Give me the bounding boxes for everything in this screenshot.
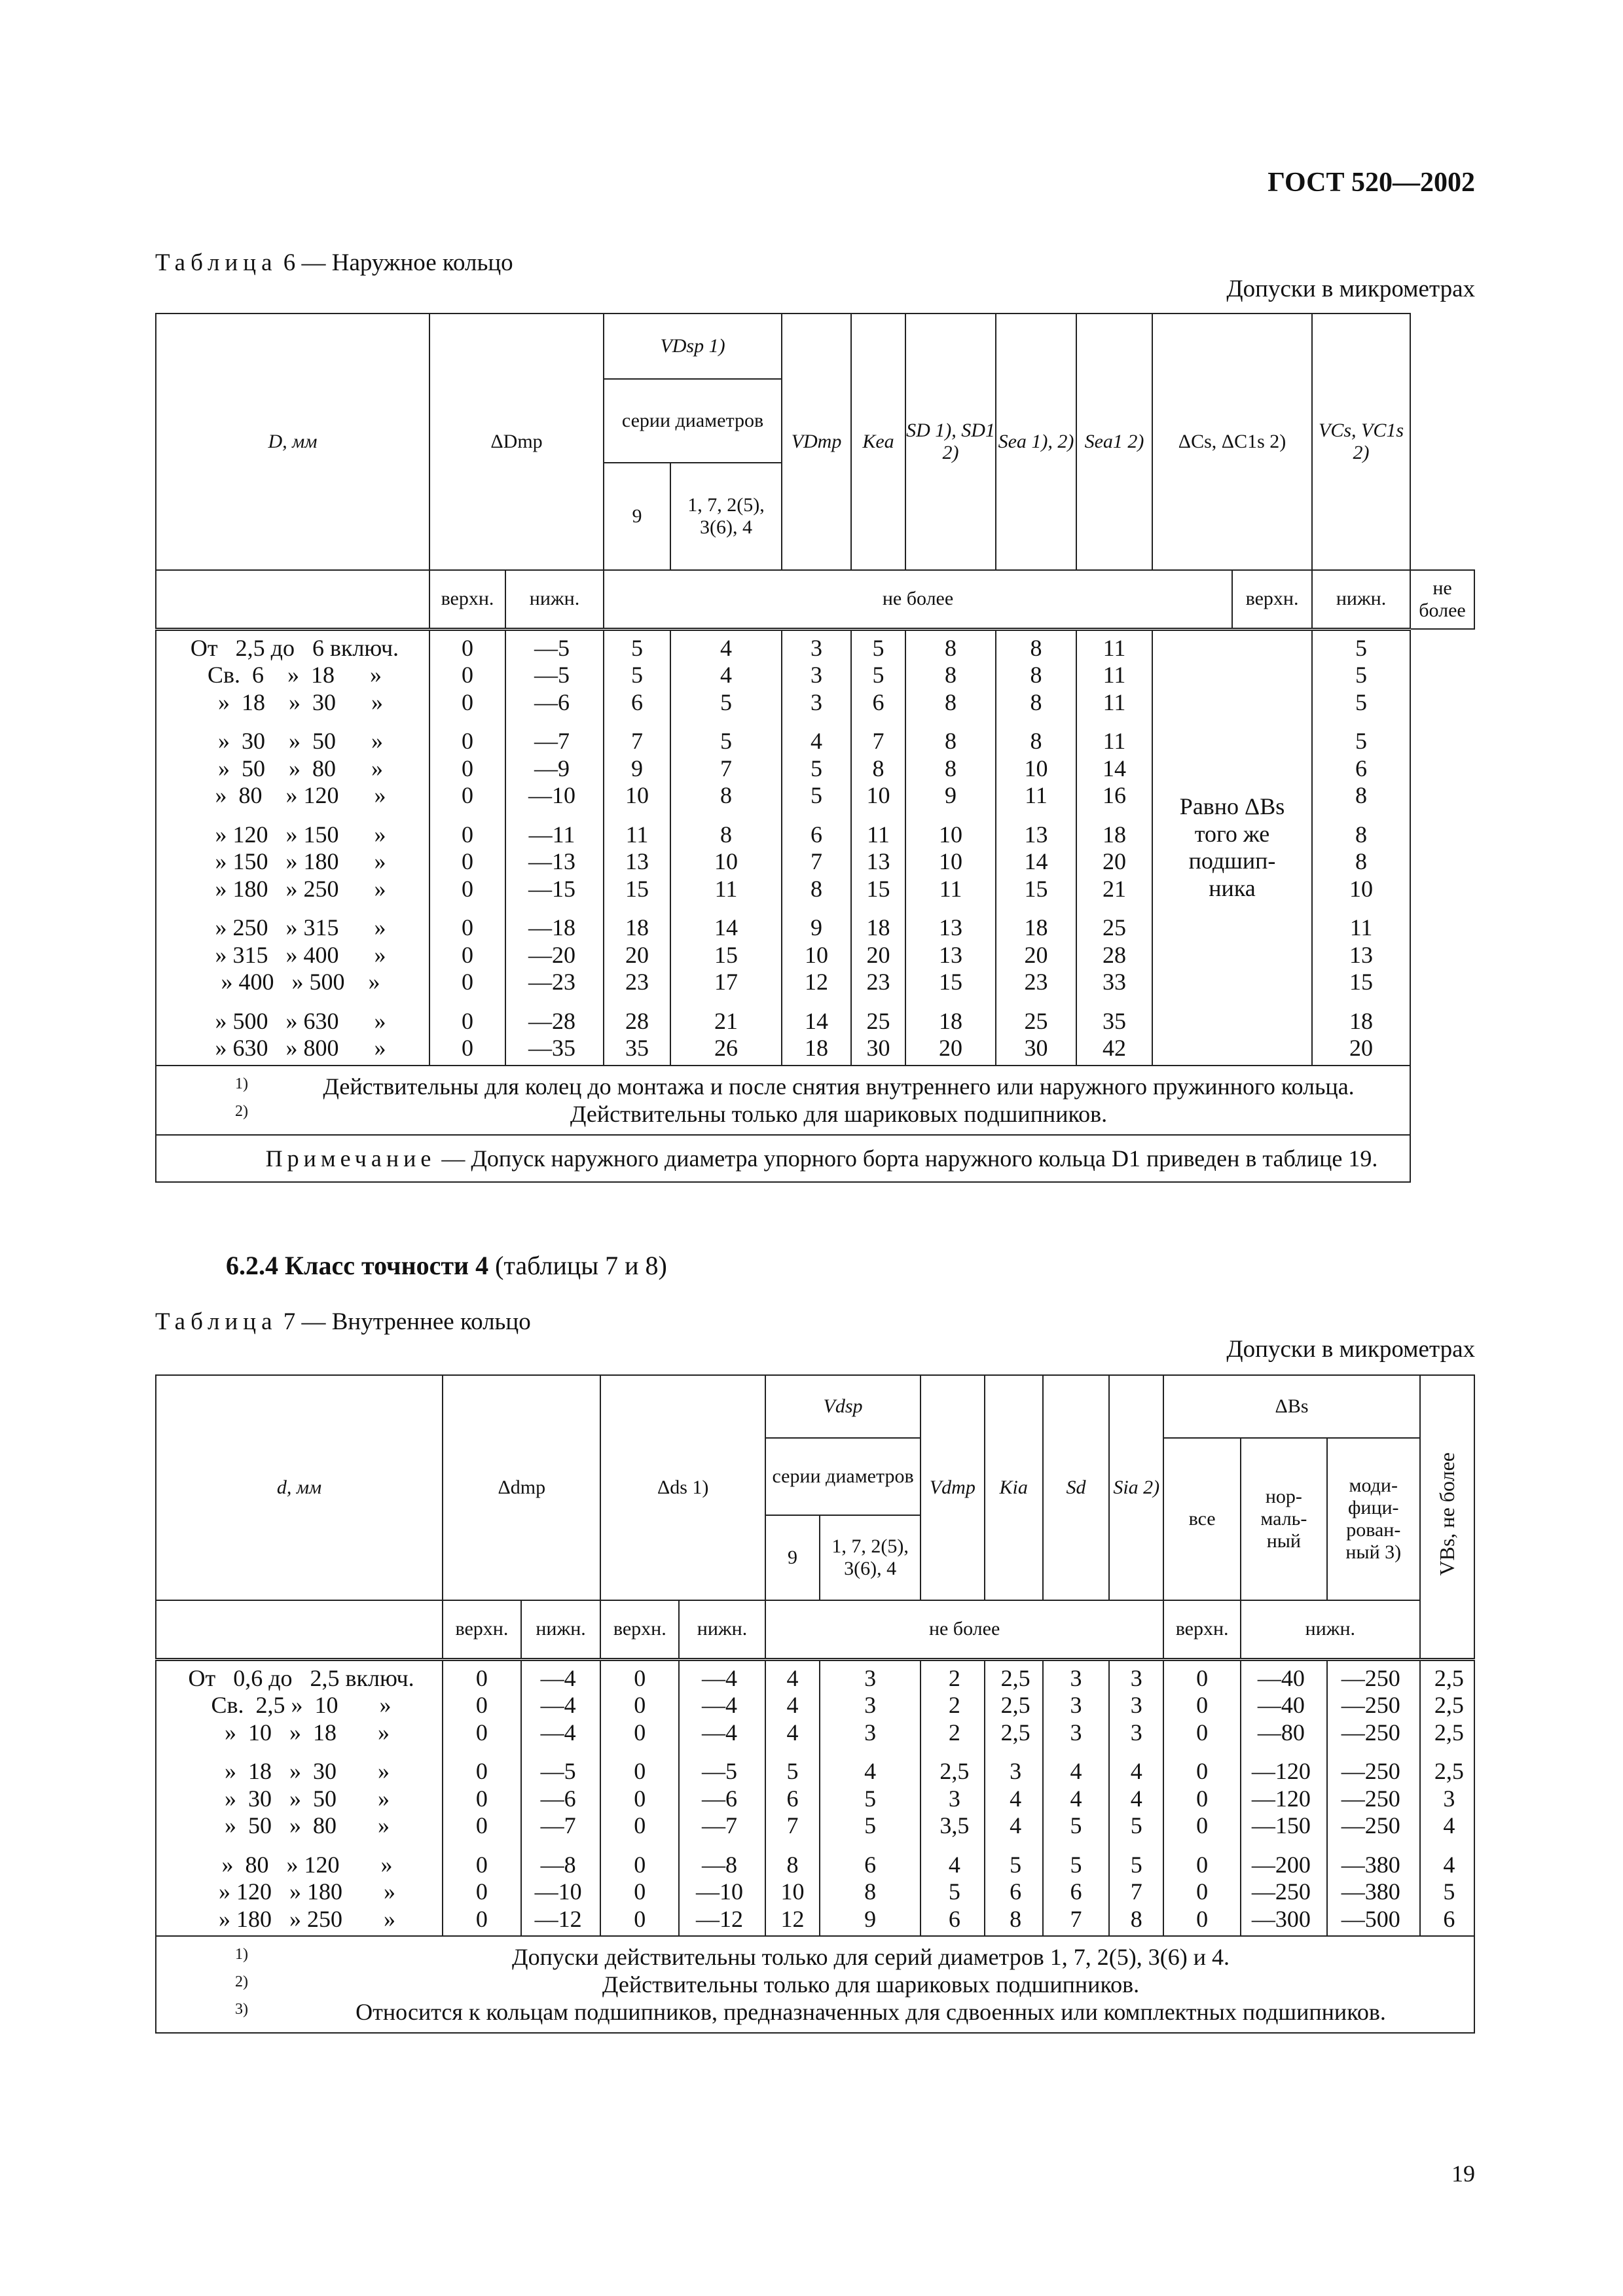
col-lower-header: нижн. xyxy=(521,1600,601,1659)
delta-cs-cell: Равно ΔBs того же подшип- ника xyxy=(1152,629,1312,1066)
footnote-2: 2) Действительны только для шариковых подшипников. xyxy=(235,1971,1140,1998)
col-series-other-header: 1, 7, 2(5), 3(6), 4 xyxy=(670,463,782,570)
col-d-header: D, мм xyxy=(156,314,429,570)
col-sea-header: Sea 1), 2) xyxy=(996,314,1076,570)
col-vdsp-header: VDsp 1) xyxy=(604,314,782,379)
col-all-header: все xyxy=(1163,1438,1241,1600)
sea-cell: 8 8 8 8 10 11 13 14 15 18 20 23 25 30 xyxy=(996,629,1076,1066)
sea1-cell: 11 11 11 11 14 16 18 20 21 25 28 33 35 42 xyxy=(1076,629,1152,1066)
table-7-data-row xyxy=(156,1659,1474,1936)
col-d-sub xyxy=(156,1600,443,1659)
col-not-more2-header: не более xyxy=(1410,570,1474,629)
normal-cell: —40 —40 —80 —120 —120 —150 —200 —250 —300 xyxy=(1241,1659,1327,1936)
col-upper-header: верхн. xyxy=(429,570,505,629)
col-vbs-header: VBs, не более xyxy=(1420,1375,1474,1659)
series-9-cell: 4 4 4 5 6 7 8 10 12 xyxy=(765,1659,820,1936)
series-other-cell: 3 3 3 4 5 5 6 8 9 xyxy=(820,1659,921,1936)
d-range-cell: От 2,5 до 6 включ. Св. 6 » 18 » » 18 » 30 » » 30 » 50 » » 50 » 80 » » 80 » 120 » » 120 » 150 » » 150 » 180 » » 180 » 250 » » 250 » 315 » » 315 » 400 » » 400 » 500 » » 500 » 630 » » 630 » 800 » xyxy=(156,629,429,1066)
vdmp-cell: 2 2 2 2,5 3 3,5 4 5 6 xyxy=(921,1659,984,1936)
col-lower-ds-header: нижн. xyxy=(679,1600,765,1659)
series-9-cell: 5 5 6 7 9 10 11 13 15 18 20 23 28 35 xyxy=(604,629,670,1066)
table-6-note: Примечание — Допуск наружного диаметра упорного борта наружного кольца D1 приведен в таблице 19. xyxy=(156,1135,1410,1182)
col-sia-header: Sia 2) xyxy=(1109,1375,1163,1600)
col-lower-header: нижн. xyxy=(505,570,604,629)
table-6-caption-prefix: Таблица xyxy=(155,249,278,276)
col-kea-header: Kea xyxy=(851,314,905,570)
sia-cell: 3 3 3 4 4 5 5 7 8 xyxy=(1109,1659,1163,1936)
col-sea1-header: Sea1 2) xyxy=(1076,314,1152,570)
series-other-cell: 4 4 5 5 7 8 8 10 11 14 15 17 21 26 xyxy=(670,629,782,1066)
col-lower-bs-header: нижн. xyxy=(1241,1600,1420,1659)
lower-cell: —4 —4 —4 —5 —6 —7 —8 —10 —12 xyxy=(521,1659,601,1936)
col-upper-header: верхн. xyxy=(443,1600,521,1659)
upper-cell: 0 0 0 0 0 0 0 0 0 xyxy=(443,1659,521,1936)
upper-cell: 0 0 0 0 0 0 0 0 0 0 0 0 0 0 xyxy=(429,629,505,1066)
col-delta-ds-header: Δds 1) xyxy=(600,1375,765,1600)
kea-cell: 5 5 6 7 8 10 11 13 15 18 20 23 25 30 xyxy=(851,629,905,1066)
document-code: ГОСТ 520—2002 xyxy=(1267,168,1475,198)
table-6-footnotes xyxy=(156,1066,1410,1135)
col-vdmp-header: VDmp xyxy=(782,314,851,570)
modified-cell: —250 —250 —250 —250 —250 —250 —380 —380 —500 xyxy=(1327,1659,1420,1936)
col-series-9-header: 9 xyxy=(604,463,670,570)
col-sd-header: SD 1), SD1 2) xyxy=(905,314,996,570)
col-series-header: серии диаметров xyxy=(604,379,782,463)
col-series-other-header: 1, 7, 2(5), 3(6), 4 xyxy=(820,1515,921,1600)
vbs-cell: 2,5 2,5 2,5 2,5 3 4 4 5 6 xyxy=(1420,1659,1474,1936)
section-heading: 6.2.4 Класс точности 4 (таблицы 7 и 8) xyxy=(226,1251,667,1280)
col-not-more-header: не более xyxy=(604,570,1232,629)
col-delta-cs-header: ΔCs, ΔC1s 2) xyxy=(1152,314,1312,570)
footnote-2: 2) Действительны только для шариковых подшипников. xyxy=(235,1100,1108,1127)
col-kia-header: Kia xyxy=(985,1375,1043,1600)
lower-cell: —5 —5 —6 —7 —9 —10 —11 —13 —15 —18 —20 —23 —28 —35 xyxy=(505,629,604,1066)
sd-cell: 8 8 8 8 8 9 10 10 11 13 13 15 18 20 xyxy=(905,629,996,1066)
col-d-sub xyxy=(156,570,429,629)
col-series-header: серии диаметров xyxy=(765,1438,921,1515)
col-sd-header: Sd xyxy=(1043,1375,1109,1600)
col-delta-dmp-header: Δdmp xyxy=(443,1375,600,1600)
col-vdsp-header: Vdsp xyxy=(765,1375,921,1438)
table-7 xyxy=(155,1374,1475,2034)
sd-cell: 3 3 3 4 4 5 5 6 7 xyxy=(1043,1659,1109,1936)
table-6-caption-rest: 6 — Наружное кольцо xyxy=(283,249,513,276)
col-modified-header: моди- фици- рован- ный 3) xyxy=(1327,1438,1420,1600)
table-7-caption xyxy=(155,1308,531,1336)
col-vcs-header: VCs, VC1s 2) xyxy=(1312,314,1410,570)
table-7-footnotes xyxy=(156,1936,1474,2033)
table-6-data-row xyxy=(156,629,1474,1066)
footnote-3: 3) Относится к кольцам подшипников, предназначенных для сдвоенных или комплектных подшипников. xyxy=(235,1999,1386,2025)
col-normal-header: нор- маль- ный xyxy=(1241,1438,1327,1600)
all-cell: 0 0 0 0 0 0 0 0 0 xyxy=(1163,1659,1241,1936)
col-not-more-header: не более xyxy=(765,1600,1163,1659)
table-7-caption-rest: 7 — Внутреннее кольцо xyxy=(283,1308,531,1335)
vdmp-cell: 3 3 3 4 5 5 6 7 8 9 10 12 14 18 xyxy=(782,629,851,1066)
col-vdmp-header: Vdmp xyxy=(921,1375,984,1600)
col-d-header: d, мм xyxy=(156,1375,443,1600)
d-range-cell: От 0,6 до 2,5 включ. Св. 2,5 » 10 » » 10 » 18 » » 18 » 30 » » 30 » 50 » » 50 » 80 » » 80 » 120 » » 120 » 180 » » 180 » 250 » xyxy=(156,1659,443,1936)
table-6 xyxy=(155,313,1475,1183)
table-7-units: Допуски в микрометрах xyxy=(1226,1336,1475,1363)
lower-ds-cell: —4 —4 —4 —5 —6 —7 —8 —10 —12 xyxy=(679,1659,765,1936)
vcs-cell: 5 5 5 5 6 8 8 8 10 11 13 15 18 20 xyxy=(1312,629,1410,1066)
table-6-caption xyxy=(155,249,513,277)
footnote-1: 1) Допуски действительны только для серий диаметров 1, 7, 2(5), 3(6) и 4. xyxy=(235,1944,1230,1970)
col-upper-ds-header: верхн. xyxy=(600,1600,679,1659)
col-lower2-header: нижн. xyxy=(1312,570,1410,629)
col-delta-bs-header: ΔBs xyxy=(1163,1375,1419,1438)
col-series-9-header: 9 xyxy=(765,1515,820,1600)
footnote-1: 1) Действительны для колец до монтажа и после снятия внутреннего или наружного пружинного кольца. xyxy=(235,1073,1355,1100)
col-upper2-header: верхн. xyxy=(1232,570,1312,629)
col-upper-bs-header: верхн. xyxy=(1163,1600,1241,1659)
page-number: 19 xyxy=(1451,2161,1475,2187)
upper-ds-cell: 0 0 0 0 0 0 0 0 0 xyxy=(600,1659,679,1936)
kia-cell: 2,5 2,5 2,5 3 4 4 5 6 8 xyxy=(985,1659,1043,1936)
col-delta-dmp-header: ΔDmp xyxy=(429,314,604,570)
table-7-caption-prefix: Таблица xyxy=(155,1308,278,1335)
table-6-units: Допуски в микрометрах xyxy=(1226,276,1475,302)
